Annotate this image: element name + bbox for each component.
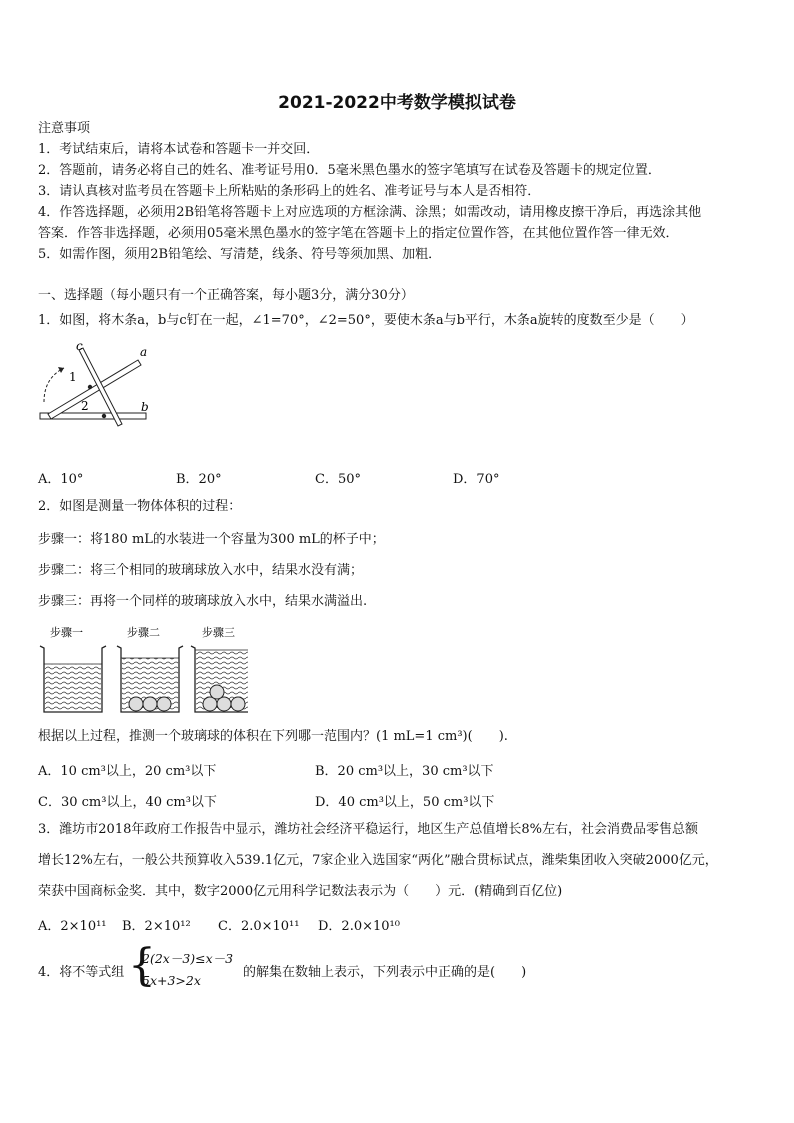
q3-line2: 增长12%左右，一般公共预算收入539.1亿元，7家企业入选国家“两化”融合贯标试点，潍柴集团收入突破2000亿元， xyxy=(38,853,718,868)
label-b: b xyxy=(141,400,149,414)
q1-figure xyxy=(38,340,168,452)
label-a: a xyxy=(140,345,148,359)
note-item: 4．作答选择题，必须用2B铅笔将答题卡上对应选项的方框涂满、涂黑；如需改动，请用橡皮擦干净后，再选涂其他 xyxy=(38,205,702,220)
nail xyxy=(102,414,106,418)
q1-option-b: B．20° xyxy=(176,472,222,487)
q3-option-c: C．2.0×10¹¹ xyxy=(218,919,300,934)
arrow-head xyxy=(58,367,64,373)
q2-step3: 步骤三：再将一个同样的玻璃球放入水中，结果水满溢出. xyxy=(38,594,368,609)
beaker-step1 xyxy=(40,646,106,712)
glass-ball xyxy=(143,697,157,711)
rotation-arrow xyxy=(44,368,64,402)
step3-label: 步骤三 xyxy=(202,626,235,639)
q4-prefix: 4．将不等式组 xyxy=(38,965,125,980)
note-item: 2．答题前，请务必将自己的姓名、准考证号用0．5毫米黑色墨水的签字笔填写在试卷及答题卡的规定位置． xyxy=(38,163,661,178)
q2-option-b: B．20 cm³以上，30 cm³以下 xyxy=(315,764,494,779)
section-heading: 一、选择题（每小题只有一个正确答案，每小题3分，满分30分） xyxy=(38,288,414,303)
q2-option-a: A．10 cm³以上，20 cm³以下 xyxy=(38,764,217,779)
q3-option-d: D．2.0×10¹⁰ xyxy=(318,919,400,934)
q3-option-a: A．2×10¹¹ xyxy=(38,919,107,934)
label-c: c xyxy=(76,340,83,353)
note-item: 答案．作答非选择题，必须用05毫米黑色墨水的签字笔在答题卡上的指定位置作答，在其他位置作答一律无效． xyxy=(38,226,679,241)
glass-ball xyxy=(129,697,143,711)
q3-line1: 3．潍坊市2018年政府工作报告中显示，潍坊社会经济平稳运行，地区生产总值增长8%左右，社会消费品零售总额 xyxy=(38,822,698,837)
nail xyxy=(88,385,92,389)
notes-heading: 注意事项 xyxy=(38,121,91,136)
step1-label: 步骤一 xyxy=(50,626,83,639)
label-angle2: 2 xyxy=(81,399,89,413)
step2-label: 步骤二 xyxy=(127,626,160,639)
q3-option-b: B．2×10¹² xyxy=(122,919,191,934)
q2-stem: 2．如图是测量一物体体积的过程： xyxy=(38,499,242,514)
q2-option-c: C．30 cm³以上，40 cm³以下 xyxy=(38,795,217,810)
q4-suffix: 的解集在数轴上表示，下列表示中正确的是( ) xyxy=(243,965,527,980)
q1-stem: 1．如图，将木条a，b与c钉在一起，∠1=70°，∠2=50°，要使木条a与b平行，木条a旋转的度数至少是（ ） xyxy=(38,313,694,328)
q4-inequality-2: 5x+3>2x xyxy=(142,973,201,988)
q1-option-a: A．10° xyxy=(38,472,84,487)
glass-ball xyxy=(210,685,224,699)
glass-ball xyxy=(157,697,171,711)
beaker-step2 xyxy=(117,646,183,712)
q1-option-d: D．70° xyxy=(453,472,500,487)
page-title: 2021-2022中考数学模拟试卷 xyxy=(278,93,516,113)
q2-question: 根据以上过程，推测一个玻璃球的体积在下列哪一范围内？(1 mL=1 cm³)( ). xyxy=(38,729,508,744)
label-angle1: 1 xyxy=(69,370,77,384)
q4-inequality-1: 2(2x－3)≤x－3 xyxy=(142,951,234,966)
glass-ball xyxy=(231,697,245,711)
note-item: 5．如需作图，须用2B铅笔绘、写清楚，线条、符号等须加黑、加粗． xyxy=(38,247,442,262)
beaker-step3 xyxy=(191,646,248,712)
system-brace: { xyxy=(128,940,156,991)
q3-line3: 荣获中国商标金奖．其中，数字2000亿元用科学记数法表示为（ ）元．(精确到百亿位) xyxy=(38,884,563,899)
note-item: 1．考试结束后，请将本试卷和答题卡一并交回． xyxy=(38,142,320,157)
q1-option-c: C．50° xyxy=(315,472,361,487)
q2-figure xyxy=(38,620,248,716)
note-item: 3．请认真核对监考员在答题卡上所粘贴的条形码上的姓名、准考证号与本人是否相符． xyxy=(38,184,541,199)
q2-step1: 步骤一：将180 mL的水装进一个容量为300 mL的杯子中； xyxy=(38,532,385,547)
q2-step2: 步骤二：将三个相同的玻璃球放入水中，结果水没有满； xyxy=(38,563,364,578)
q2-option-d: D．40 cm³以上，50 cm³以下 xyxy=(315,795,495,810)
